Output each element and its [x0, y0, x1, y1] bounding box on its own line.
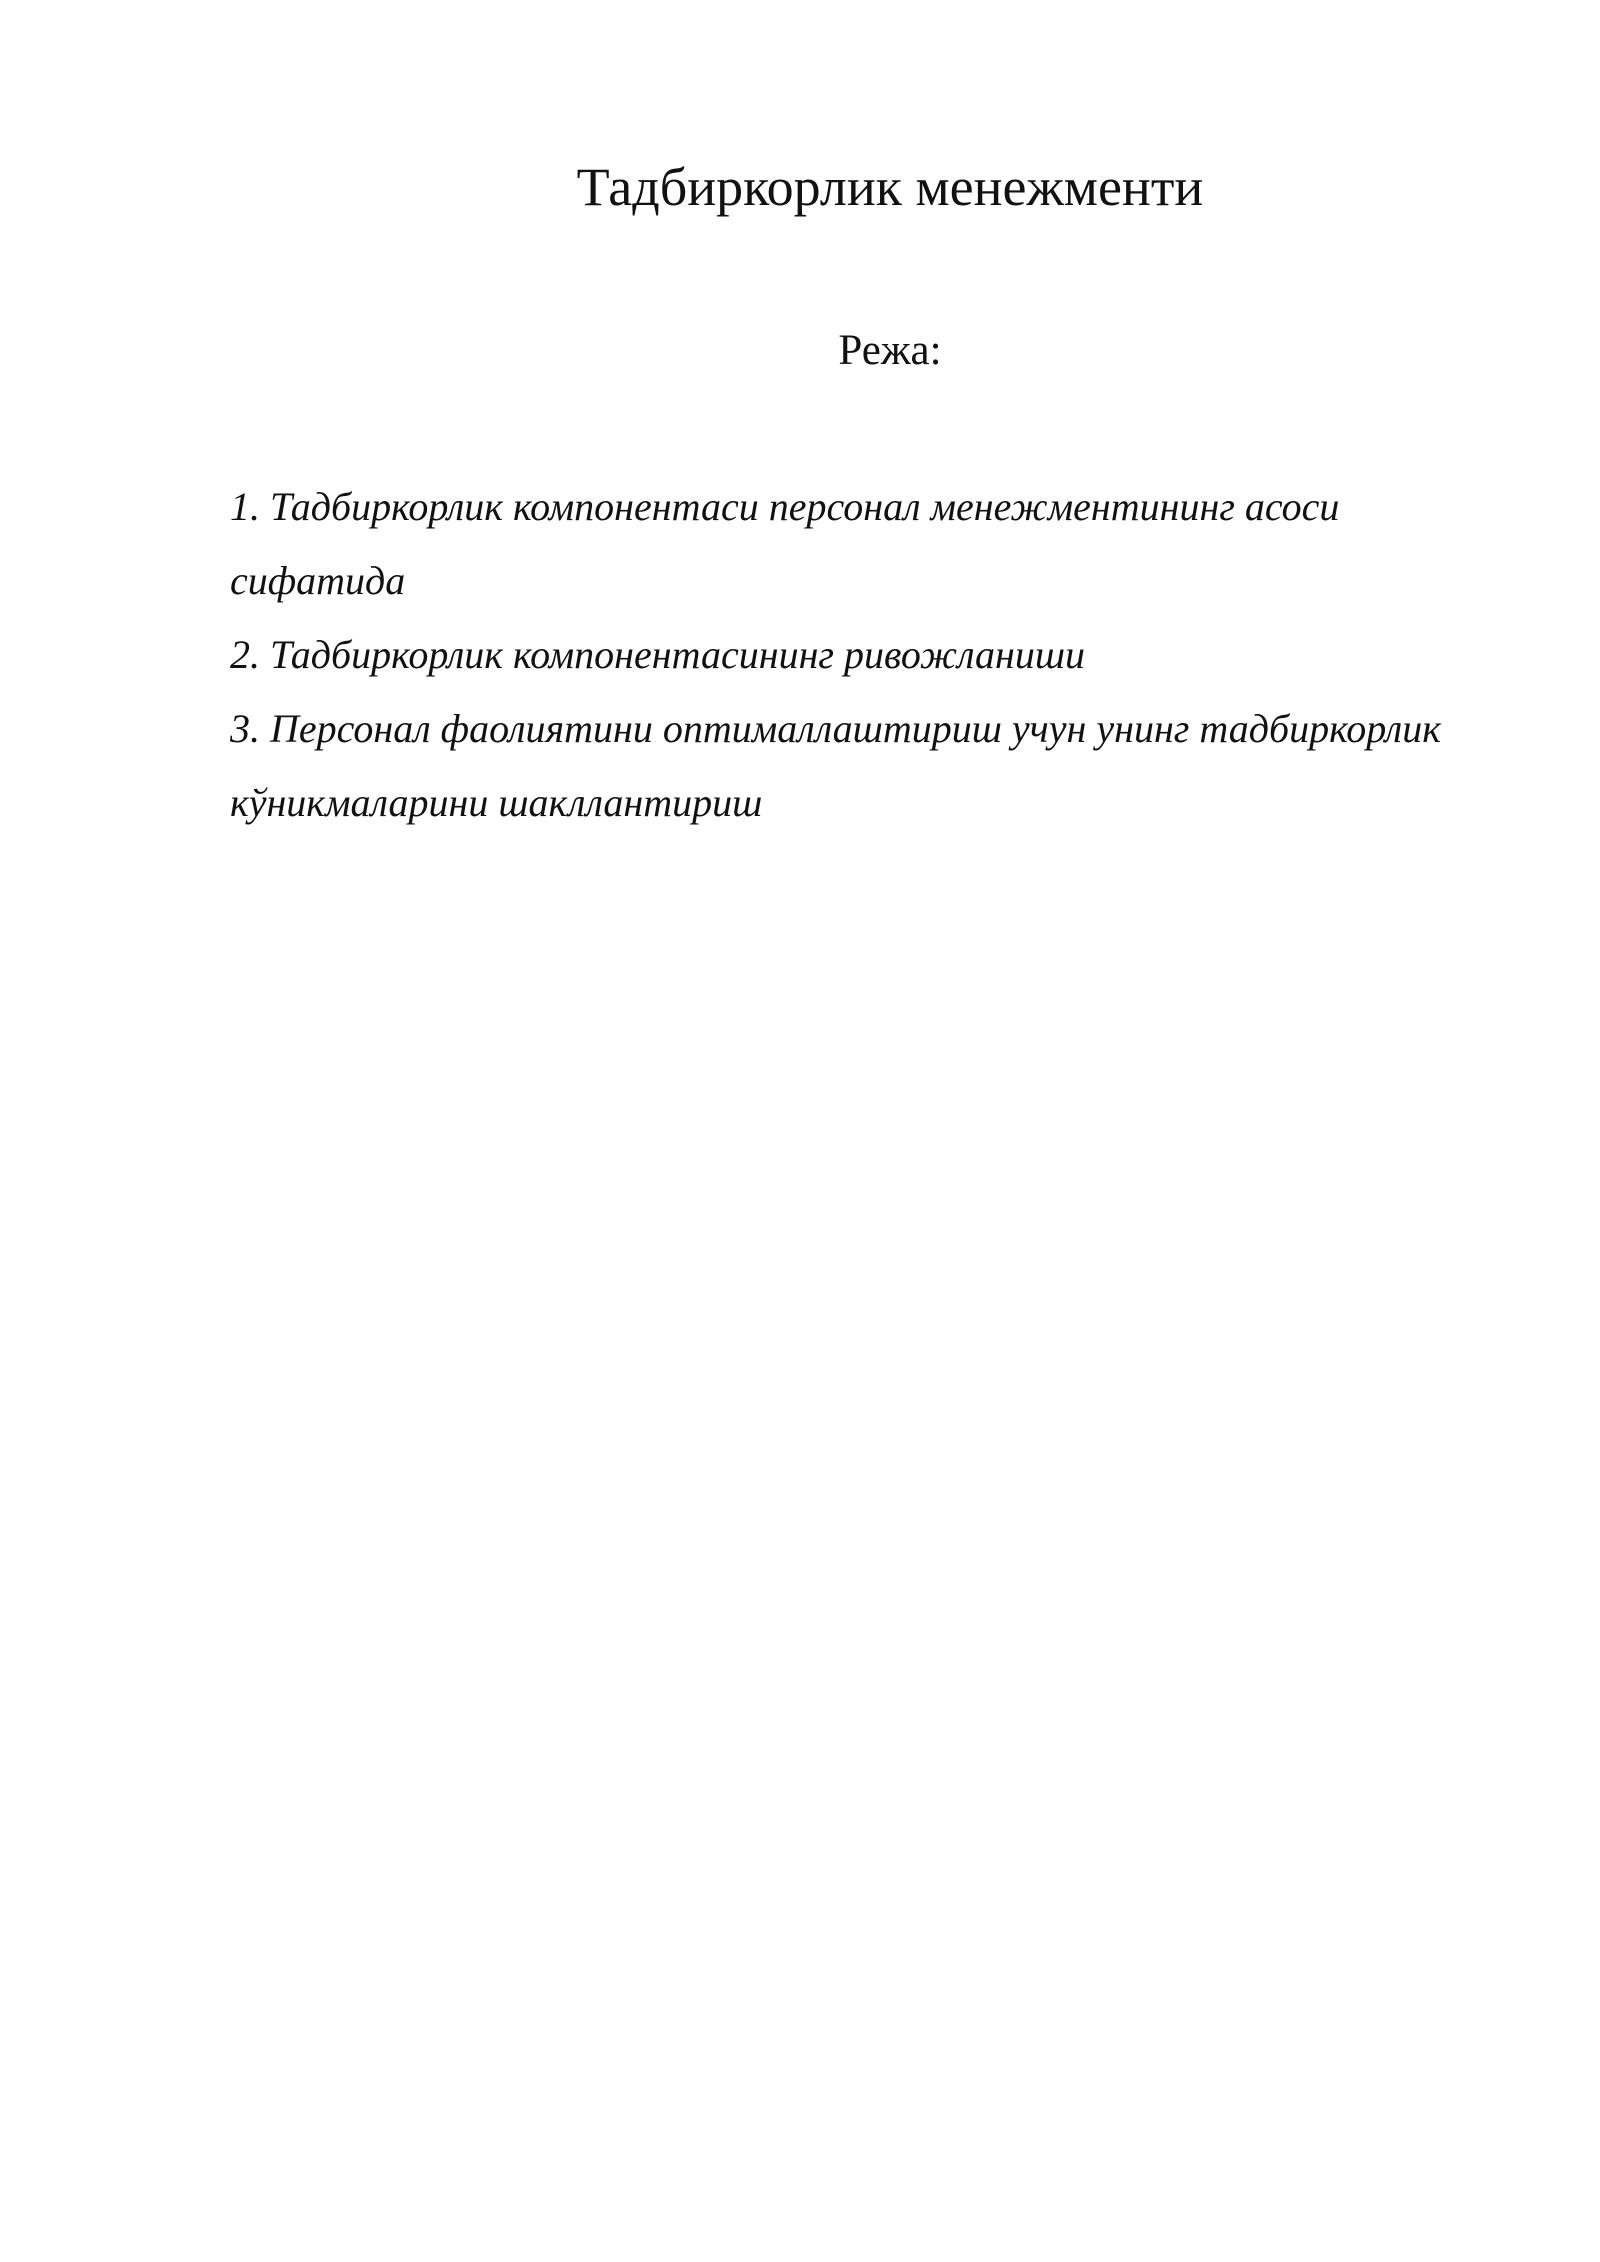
- plan-list: [230, 470, 1460, 840]
- plan-item-3: 3. Персонал фаолиятини оптималлаштириш учун унинг тадбиркорлик кўникмаларини шакллантириш: [230, 706, 1441, 825]
- plan-heading: Режа:: [838, 327, 942, 374]
- page-title: Тадбиркорлик менежменти: [576, 157, 1204, 217]
- plan-item-2: 2. Тадбиркорлик компонентасининг ривожланиши: [230, 632, 1086, 677]
- plan-item-1: 1. Тадбиркорлик компонентаси персонал менежментининг асоси сифатида: [230, 484, 1340, 603]
